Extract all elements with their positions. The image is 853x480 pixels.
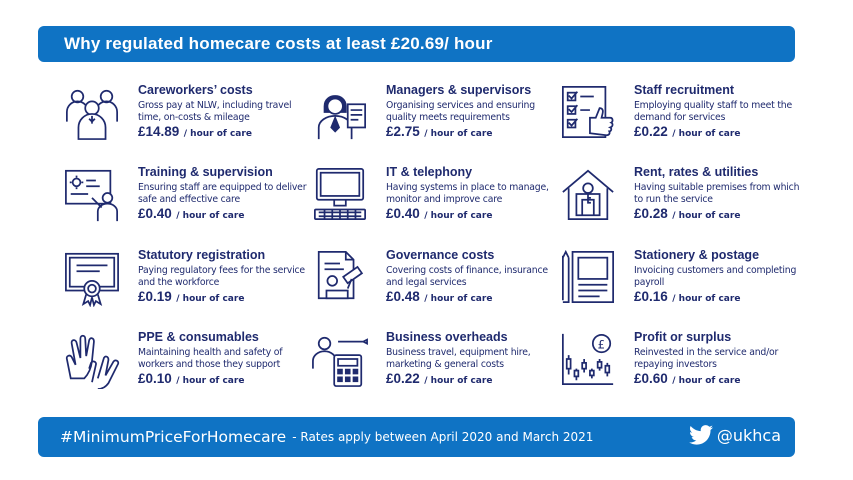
group-of-people-icon [62, 80, 122, 144]
cost-card-registration [62, 243, 305, 315]
card-unit: / hour of care [183, 129, 252, 139]
card-price: £0.40 [138, 206, 172, 221]
twitter-icon [689, 425, 713, 445]
presentation-board-icon [62, 162, 122, 226]
card-title: PPE & consumables [138, 330, 259, 344]
card-description: Employing quality staff to meet the demand for services [634, 100, 793, 123]
hashtag[interactable]: #MinimumPriceForHomecare [60, 428, 287, 446]
card-title: Stationery & postage [634, 248, 760, 262]
card-description: Organising services and ensuring quality meets requirements [386, 100, 535, 123]
card-unit: / hour of care [672, 211, 741, 221]
card-unit: / hour of care [424, 376, 493, 386]
date-range-note: - Rates apply between April 2020 and March 2021 [292, 430, 594, 444]
card-price: £0.48 [386, 289, 420, 304]
card-price: £0.10 [138, 371, 172, 386]
card-unit: / hour of care [176, 294, 245, 304]
card-description: Having suitable premises from which to run the service [634, 182, 800, 205]
card-unit: / hour of care [176, 211, 245, 221]
gavel-document-icon [310, 245, 370, 309]
pound-chart-icon [558, 327, 618, 391]
gloves-icon [62, 327, 122, 391]
card-title: Careworkers’ costs [138, 83, 253, 97]
card-title: Profit or surplus [634, 330, 732, 344]
certificate-icon [62, 245, 122, 309]
card-price: £2.75 [386, 124, 420, 139]
cost-grid [62, 78, 822, 398]
card-price: £0.60 [634, 371, 668, 386]
card-unit: / hour of care [176, 376, 245, 386]
card-title: Managers & supervisors [386, 83, 532, 97]
cost-card-overheads [310, 325, 550, 397]
cost-card-rent [558, 160, 798, 232]
card-unit: / hour of care [672, 294, 741, 304]
twitter-handle-link[interactable] [689, 425, 781, 445]
card-description: Ensuring staff are equipped to deliver safe and effective care [138, 182, 307, 205]
card-title: Statutory registration [138, 248, 266, 262]
twitter-handle: @ukhca [716, 425, 781, 445]
card-description: Having systems in place to manage, monitor and improve care [386, 182, 549, 205]
card-unit: / hour of care [672, 129, 741, 139]
cost-card-profit [558, 325, 798, 397]
cost-card-managers [310, 78, 550, 150]
card-unit: / hour of care [424, 129, 493, 139]
card-price: £0.40 [386, 206, 420, 221]
cost-card-ppe [62, 325, 302, 397]
cost-card-stationery [558, 243, 798, 315]
card-title: Rent, rates & utilities [634, 165, 759, 179]
card-price: £0.19 [138, 289, 172, 304]
calculator-person-icon [310, 327, 370, 391]
card-description: Covering costs of finance, insurance and legal services [386, 265, 548, 288]
card-price: £0.22 [634, 124, 668, 139]
footer-banner [38, 417, 795, 457]
title-banner [38, 26, 795, 62]
card-title: IT & telephony [386, 165, 473, 179]
checklist-thumbs-up-icon [558, 80, 618, 144]
cost-card-recruitment [558, 78, 798, 150]
card-description: Paying regulatory fees for the service and the workforce [138, 265, 305, 288]
svg-text:£: £ [597, 337, 606, 352]
card-title: Training & supervision [138, 165, 273, 179]
card-title: Business overheads [386, 330, 508, 344]
card-price: £14.89 [138, 124, 180, 139]
card-price: £0.28 [634, 206, 668, 221]
notebook-pencil-icon [558, 245, 618, 309]
cost-card-governance [310, 243, 550, 315]
manager-icon [310, 80, 370, 144]
card-description: Maintaining health and safety of workers and those they support [138, 347, 283, 370]
card-title: Staff recruitment [634, 83, 735, 97]
page-title: Why regulated homecare costs at least £20.69/ hour [64, 34, 493, 53]
cost-card-training [62, 160, 307, 232]
card-description: Reinvested in the service and/or repaying investors [634, 347, 779, 370]
card-description: Gross pay at NLW, including travel time, on-costs & mileage [138, 100, 292, 123]
computer-icon [310, 162, 370, 226]
card-description: Business travel, equipment hire, marketing & general costs [386, 347, 531, 370]
house-icon [558, 162, 618, 226]
card-title: Governance costs [386, 248, 495, 262]
card-unit: / hour of care [424, 211, 493, 221]
cost-card-careworkers [62, 78, 302, 150]
card-price: £0.22 [386, 371, 420, 386]
card-unit: / hour of care [424, 294, 493, 304]
card-price: £0.16 [634, 289, 668, 304]
card-description: Invoicing customers and completing payroll [634, 265, 797, 288]
card-unit: / hour of care [672, 376, 741, 386]
cost-card-it [310, 160, 550, 232]
